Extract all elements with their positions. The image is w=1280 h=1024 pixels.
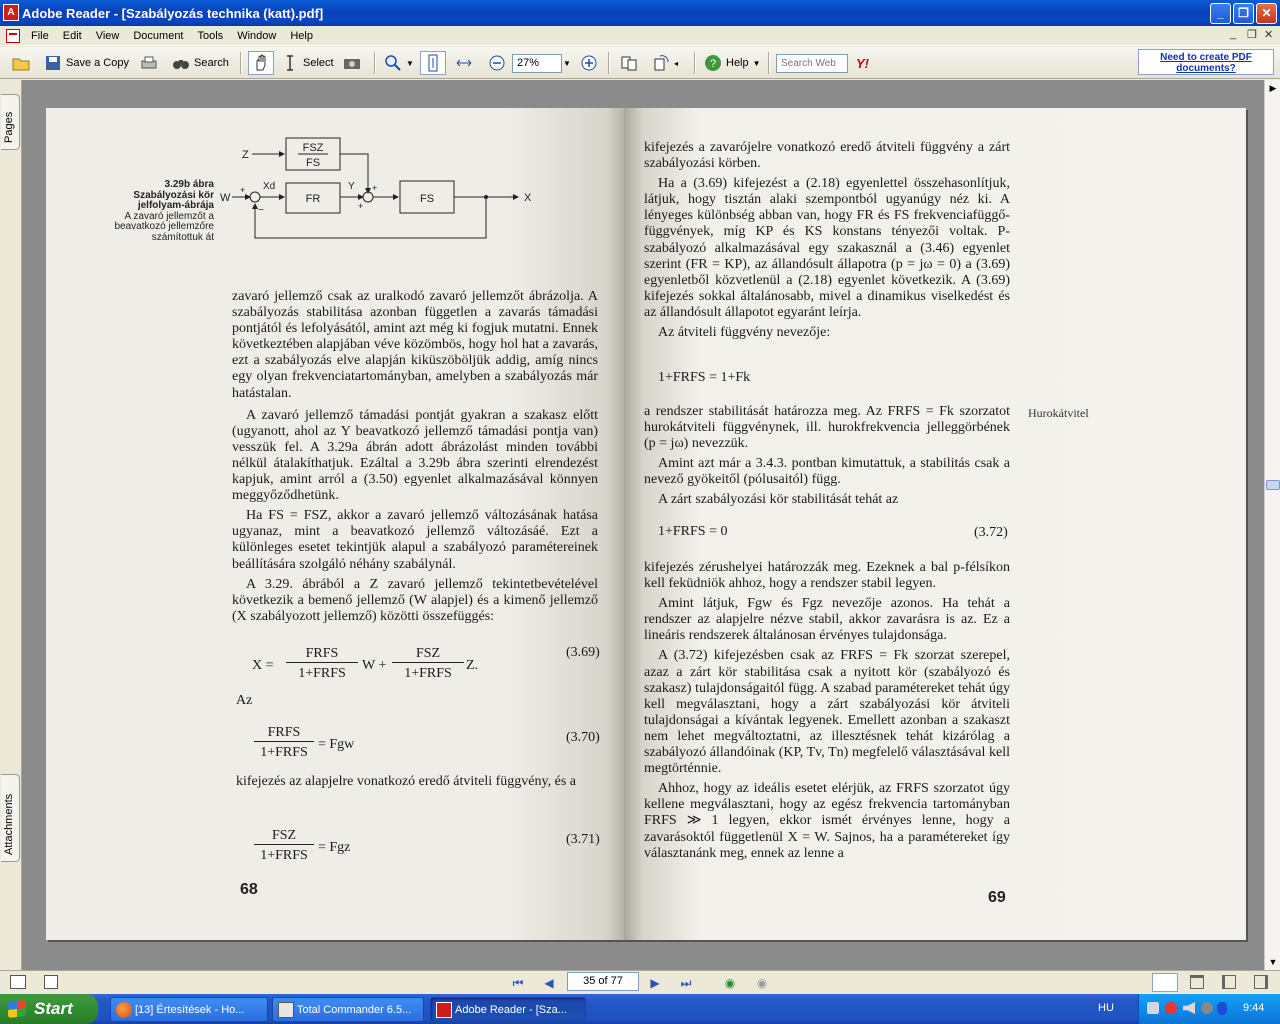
label-fs-small: FS	[305, 157, 321, 169]
single-page-view-button[interactable]	[1152, 973, 1178, 992]
page-number-input[interactable]: 35 of 77	[567, 972, 639, 991]
input-language-indicator[interactable]: HU	[1098, 1002, 1114, 1014]
right-body-text-middle: a rendszer stabilitását határozza meg. Az FRFS = Fk szorzatot hurokátviteli függvénynek, ill. hurokfrekvencia jelleggörbének (p = jω) nevezzük. Amint azt már a 3.4.3. pontban kimutattuk, a stabilitás csak a nevező gyökeitől (pólusaitól) függ. A zárt szabályozási kör stabilitását tehát az	[644, 404, 1010, 508]
right-body-text-top: kifejezés a zavarójelre vonatkozó eredő átviteli függvény a zárt szabályozási körben. Ha a (3.69) kifejezést a (2.18) egyenlettel összehasonlítjuk, látjuk, hogy tisztán alaki szempontból ugyanúgy néz ki. A lényeges különbség abban van, hogy FR és FS frekvenciafüggő-függvények, míg KP és KS konstans tényezői voltak. P-szabályozó alkalmazásával egy szakasznál a (3.46) egyenlet szerint (FR = KP), az állandósult állapotra (p = jω = 0) a (3.69) egyenletből közvetlenül a (2.18) egyenlet következik. A (3.69) kifejezés sokkal általánosabb, mivel a dinamikus viselkedést és az állandósult állapotot egyaránt leírja. Az átviteli függvény nevezője:	[644, 140, 1010, 341]
windows-logo-icon	[8, 1000, 26, 1018]
zoom-level-input[interactable]: 27%	[512, 54, 562, 73]
zoom-in-tool-button[interactable]	[384, 51, 414, 75]
help-button[interactable]: ? Help ▼	[704, 51, 761, 75]
hand-icon	[252, 54, 270, 72]
toolbar-separator	[608, 52, 610, 74]
label-y: Y	[348, 181, 355, 192]
label-x: X	[524, 192, 532, 204]
navigation-pane-tabs	[0, 80, 22, 970]
select-tool-button[interactable]: Select	[281, 51, 334, 75]
next-view-button[interactable]: ◉	[756, 976, 768, 990]
doc-restore-button[interactable]: ❐	[1247, 29, 1257, 41]
toolbar-separator	[240, 52, 242, 74]
fit-width-button[interactable]	[455, 51, 477, 75]
last-page-button[interactable]: ⏭	[680, 976, 692, 990]
toolbar-separator	[694, 52, 696, 74]
menu-document[interactable]: Document	[133, 29, 184, 42]
document-viewer[interactable]	[22, 80, 1264, 970]
sign-plus: +	[358, 201, 364, 211]
search-button[interactable]: Search	[172, 51, 229, 75]
pdf-page-spread: 3.29b ábra Szabályozási kör jelfolyam-ábrája A zavaró jellemzőt a beavatkozó jellemzőre számítottuk át Z FSZ FS W + − Xd FR Y + + FS X zavaró jellemző csak az uralkodó zavaró jellemzőt ábrázolja. A szabályozás stabilitása azonban független a zavarás támadási pontjától és lefolyásától, amint azt még ki fogjuk mutatni. Ennek következtében alapjában véve közömbös, hogy hol hat a zavarás, ezt a szabályozás elve alapján kiküszöböljük addig, amíg nincs egy olyan frekvenciatartományban, amelyben a szabályozás már hatástalan. A zavaró jellemző támadási pontját gyakran a szakasz előtt (ugyanott, ahol az Y beavatkozó jellemző támadási pontja van) vesszük fel. A 3.29a ábrán adott ábrázolást minden további nélkül átalakíthatjuk. Ezáltal a 3.29b ábra szerinti elrendezést kapjuk, amint arról a (3.50) egyenlet alkalmazásával könnyen meggyőződhetünk. Ha FS = FSZ, akkor a zavaró jellemző változásának hatása ugyanaz, mint a beavatkozó jellemző változásáé. Ezt a különleges esetet tekintjük alapul a szabályozó paramétereinek beállítására szolgáló néhány szabálynál. A 3.29. ábrából a Z zavaró jellemző tekintetbevételével következik a bemenő jellemző (W alapjel) és a kimenő jellemző (X szabályozott jellemző) közötti összefüggés: X = FRFS 1+FRFS W + FSZ 1+FRFS Z. (3.69) Az FRFS 1+FRFS = Fgw (3.70) kifejezés az alapjelre vonatkozó eredő átviteli függvény, és a FSZ 1+FRFS = Fgz (3.71) 68 kifejezés a zavarójelre vonatkozó eredő átviteli függvény a zárt szabályozási körben. Ha a (3.69) kifejezést a (2.18) egyenlettel összehasonlítjuk, látjuk, hogy tisztán alaki szempontból ugyanúgy néz ki. A lényeges különbség abban van, hogy FR és FS frekvenciafüggő-függvények, míg KP és KS konstans tényezői voltak. P-szabályozó alkalmazásával egy szakasznál a (3.46) egyenlet szerint (FR = KP), az állandósult állapotra (p = jω = 0) a (3.69) egyenletből közvetlenül a (2.18) egyenlet következik. A (3.69) kifejezés sokkal általánosabb, mivel a dinamikus viselkedést és az állandósult állapotot egyaránt leírja. Az átviteli függvény nevezője: 1+FRFS = 1+Fk a rendszer stabilitását határozza meg. Az FRFS = Fk szorzatot hurokátviteli függvénynek, ill. hurokfrekvencia jelleggörbének (p = jω) nevezzük. Amint azt már a 3.4.3. pontban kimutattuk, a stabilitás csak a nevező gyökeitől (pólusaitól) függ. A zárt szabályozási kör stabilitását tehát az Hurokátvitel 1+FRFS = 0 (3.72) kifejezés zérushelyei határozzák meg. Ezeknek a bal p-félsíkon kell feküdniök ahhoz, hogy a rendszer stabil legyen. Amint látjuk, Fgw és Fgz nevezője azonos. Ha tehát a rendszer az alapjelre nézve stabil, akkor zavarásra is az. Ez a lineáris rendszerek általánosan érvényes tulajdonsága. A (3.72) kifejezésben csak az FRFS = Fk szorzat szerepel, azaz a zárt kör stabilitása csak a nyitott kör (szabályozó és szakasz) tulajdonságaitól függ. A szabad paramétereket tehát úgy kell megválasztani, hogy a zárt szabályozási kör átviteli tulajdonságai a kívántak legyenek. Emellett azonban a szakaszt nem lehet megváltoztatni, az illesztésnek tehát kizárólag a szabályozó állandóinak (KP, Tv, Tn) megfelelő választásával kell megtörténnie. Ahhoz, hogy az ideális esetet elérjük, az FRFS szorzatot úgy kellene megválasztani, hogy az egész frekvencia tartományban FRFS ≫ 1 legyen, ekkor ismét érvényes lenne, hogy a zavarásoktól függetlenül X = W. Sajnos, ha a paramétereket így választanánk meg, ennek az lenne a 69	[46, 108, 1246, 940]
previous-page-button[interactable]: ◀	[544, 976, 554, 990]
camera-icon	[343, 54, 361, 72]
sign-minus: −	[258, 205, 264, 216]
printer-icon	[140, 54, 158, 72]
need-pdf-link[interactable]: Need to create PDF documents?	[1138, 49, 1274, 75]
actual-size-button[interactable]	[420, 51, 446, 75]
close-button[interactable]: ✕	[1256, 3, 1277, 24]
eq-number-3-70: (3.70)	[566, 730, 600, 745]
search-web-input[interactable]	[776, 54, 848, 73]
label-fs: FS	[419, 193, 435, 205]
taskbar-item-total-commander[interactable]: Total Commander 6.5...	[272, 997, 424, 1022]
text-az: Az	[236, 693, 253, 708]
antivirus-icon[interactable]	[1201, 1002, 1213, 1014]
volume-icon[interactable]	[1183, 1002, 1195, 1014]
zoom-out-button[interactable]	[488, 51, 510, 75]
tab-pages[interactable]: Pages	[1, 94, 20, 150]
floppy-disk-icon	[44, 54, 62, 72]
taskbar-item-adobe-reader[interactable]: Adobe Reader - [Sza...	[430, 997, 586, 1022]
taskbar	[0, 994, 1280, 1024]
rotate-button[interactable]	[620, 51, 642, 75]
toolbar-separator	[374, 52, 376, 74]
print-button[interactable]	[140, 51, 162, 75]
menu-bar	[0, 26, 1280, 46]
eq-number-3-72: (3.72)	[974, 525, 1008, 540]
summing-junction	[363, 192, 373, 202]
security-shield-icon[interactable]	[1165, 1002, 1177, 1014]
save-copy-button[interactable]: Save a Copy	[44, 51, 129, 75]
doc-minimize-button[interactable]: _	[1230, 28, 1237, 40]
feedback-path	[255, 197, 486, 238]
window-title: Adobe Reader - [Szabályozás technika (katt).pdf]	[22, 5, 324, 21]
page-layout-icon[interactable]	[44, 975, 58, 989]
first-page-button[interactable]: ⏮	[512, 976, 524, 990]
continuous-view-button[interactable]	[1190, 975, 1204, 989]
help-dropdown-icon[interactable]: ▼	[752, 58, 761, 68]
firefox-icon	[116, 1002, 132, 1018]
label-z: Z	[242, 149, 249, 161]
sign-plus: +	[240, 185, 246, 195]
equation-3-72: 1+FRFS = 0	[658, 524, 728, 539]
label-fsz: FSZ	[302, 142, 324, 154]
next-page-button[interactable]: ▶	[650, 976, 660, 990]
menu-edit[interactable]: Edit	[62, 29, 82, 42]
navigation-bar	[0, 970, 1280, 994]
zoom-dropdown-icon[interactable]: ▼	[563, 58, 571, 68]
equation-denominator: 1+FRFS = 1+Fk	[658, 370, 751, 385]
title-bar	[0, 0, 1280, 26]
continuous-facing-view-button[interactable]	[1254, 975, 1268, 989]
network-icon[interactable]	[1147, 1002, 1159, 1014]
rotate-view-icon	[652, 54, 670, 72]
toolbar	[0, 47, 1280, 79]
rotate-pages-icon	[620, 54, 638, 72]
floppy-icon	[278, 1002, 294, 1018]
page-number-left: 68	[240, 881, 258, 898]
minimize-button[interactable]: _	[1210, 3, 1231, 24]
previous-view-button[interactable]: ◉	[724, 976, 736, 990]
eq-number-3-71: (3.71)	[566, 832, 600, 847]
eq-number-3-69: (3.69)	[566, 645, 600, 660]
rotate-ccw-button[interactable]	[652, 51, 678, 75]
zoom-out-icon	[488, 54, 506, 72]
system-tray	[1138, 994, 1280, 1024]
scroll-down-arrow[interactable]: ▼	[1268, 957, 1278, 967]
show-nav-pane-icon[interactable]	[10, 975, 26, 989]
fit-height-icon	[424, 54, 442, 72]
left-body-text: zavaró jellemző csak az uralkodó zavaró jellemzőt ábrázolja. A szabályozás stabilitása azonban független a zavarás támadási pontjától és lefolyásától, amint azt még ki fogjuk mutatni. Ennek következtében alapjában véve közömbös, hogy hol hat a zavarás, ezt a szabályozás elve alapján kiküszöböljük addig, amíg nincs egy olyan frekvenciatartományban, amelyben a szabályozás már hatástalan. A zavaró jellemző támadási pontját gyakran a szakasz előtt (ugyanott, ahol az Y beavatkozó jellemző támadási pontja van) vesszük fel. A 3.29a ábrán adott ábrázolást minden további nélkül átalakíthatjuk. Ezáltal a 3.29b ábra szerinti elrendezést kapjuk, amint arról a (3.50) egyenlet alkalmazásával könnyen meggyőződhetünk. Ha FS = FSZ, akkor a zavaró jellemző változásának hatása ugyanaz, mint a beavatkozó jellemző változásáé. Ezt a különleges esetet tekintjük alapul a szabályozó paramétereinek beállítására szolgáló néhány szabálynál. A 3.29. ábrából a Z zavaró jellemző tekintetbevételével következik a bemenő jellemző (W alapjel) és a kimenő jellemző (X szabályozott jellemző) közötti összefüggés:	[232, 289, 598, 624]
doc-close-button[interactable]: ✕	[1264, 29, 1274, 41]
document-icon[interactable]	[6, 29, 20, 43]
fit-width-icon	[455, 54, 473, 72]
sign-plus: +	[372, 183, 378, 193]
text-after-3-70: kifejezés az alapjelre vonatkozó eredő átviteli függvény, és a	[236, 774, 576, 789]
snapshot-button[interactable]	[343, 51, 365, 75]
clock: 9:44	[1243, 1002, 1265, 1014]
label-fr: FR	[305, 193, 321, 205]
more-tools-icon[interactable]: ◂	[674, 58, 679, 68]
margin-note: Hurokátvitel	[1028, 406, 1089, 420]
toolbar-separator	[768, 52, 770, 74]
binoculars-icon	[172, 54, 190, 72]
scroll-up-arrow[interactable]: ▶	[1269, 83, 1277, 93]
magnifier-icon	[384, 54, 402, 72]
zoom-in-button[interactable]	[580, 51, 602, 75]
label-xd: Xd	[263, 181, 276, 192]
right-body-text-bottom: kifejezés zérushelyei határozzák meg. Ezeknek a bal p-félsíkon kell feküdniök ahhoz, hogy a rendszer stabil legyen. Amint látjuk, Fgw és Fgz nevezője azonos. Ha tehát a rendszer az alapjelre nézve stabil, akkor zavarásra is az. Ez a lineáris rendszerek általánosan érvényes tulajdonsága. A (3.72) kifejezésben csak az FRFS = Fk szorzat szerepel, azaz a zárt kör stabilitása csak a nyitott kör (szabályozó és szakasz) tulajdonságaitól függ. A szabad paramétereket tehát úgy kell megválasztani, hogy a zárt szabályozási kör átviteli tulajdonságai a kívántak legyenek. Emellett azonban a szakaszt nem lehet megváltoztatni, az illesztésnek tehát kizárólag a szabályozó állandóinak (KP, Tv, Tn) megfelelő választásával kell megtörténnie. Ahhoz, hogy az ideális esetet elérjük, az FRFS szorzatot úgy kellene megválasztani, hogy az egész frekvencia tartományban FRFS ≫ 1 legyen, ekkor ismét érvényes lenne, hogy a zavarásoktól függetlenül X = W. Sajnos, ha a paramétereket így választanánk meg, ennek az lenne a	[644, 560, 1010, 861]
adobe-reader-icon	[436, 1002, 452, 1018]
summing-junction	[250, 192, 260, 202]
svg-text:?: ?	[709, 58, 717, 70]
start-button[interactable]: Start	[0, 994, 98, 1024]
vertical-scrollbar[interactable]	[1264, 80, 1280, 970]
text-cursor-icon	[281, 54, 299, 72]
menu-view[interactable]: View	[95, 29, 120, 42]
figure-caption: 3.29b ábra Szabályozási kör jelfolyam-ábrája A zavaró jellemzőt a beavatkozó jellemzőre számítottuk át	[114, 179, 214, 243]
chevron-down-icon[interactable]: ▼	[406, 58, 414, 68]
open-folder-icon	[12, 54, 30, 72]
yahoo-button[interactable]: Y!	[856, 55, 869, 71]
taskbar-item-firefox[interactable]: [13] Értesítések - Ho...	[110, 997, 268, 1022]
hand-tool-button[interactable]	[248, 51, 274, 75]
scrollbar-thumb[interactable]	[1266, 480, 1280, 490]
menu-file[interactable]: File	[31, 29, 49, 42]
label-w: W	[220, 192, 231, 204]
open-button[interactable]	[12, 51, 34, 75]
bluetooth-icon[interactable]	[1217, 1002, 1227, 1015]
block-diagram	[218, 133, 558, 243]
page-number-right: 69	[988, 889, 1006, 906]
menu-help[interactable]: Help	[290, 29, 313, 42]
facing-view-button[interactable]	[1222, 975, 1236, 989]
restore-button[interactable]: ❐	[1233, 3, 1254, 24]
help-icon	[704, 54, 722, 72]
tab-attachments[interactable]: Attachments	[1, 774, 20, 862]
menu-tools[interactable]: Tools	[197, 29, 224, 42]
adobe-reader-icon: A	[3, 4, 19, 21]
menu-window[interactable]: Window	[237, 29, 277, 42]
zoom-in-icon	[580, 54, 598, 72]
